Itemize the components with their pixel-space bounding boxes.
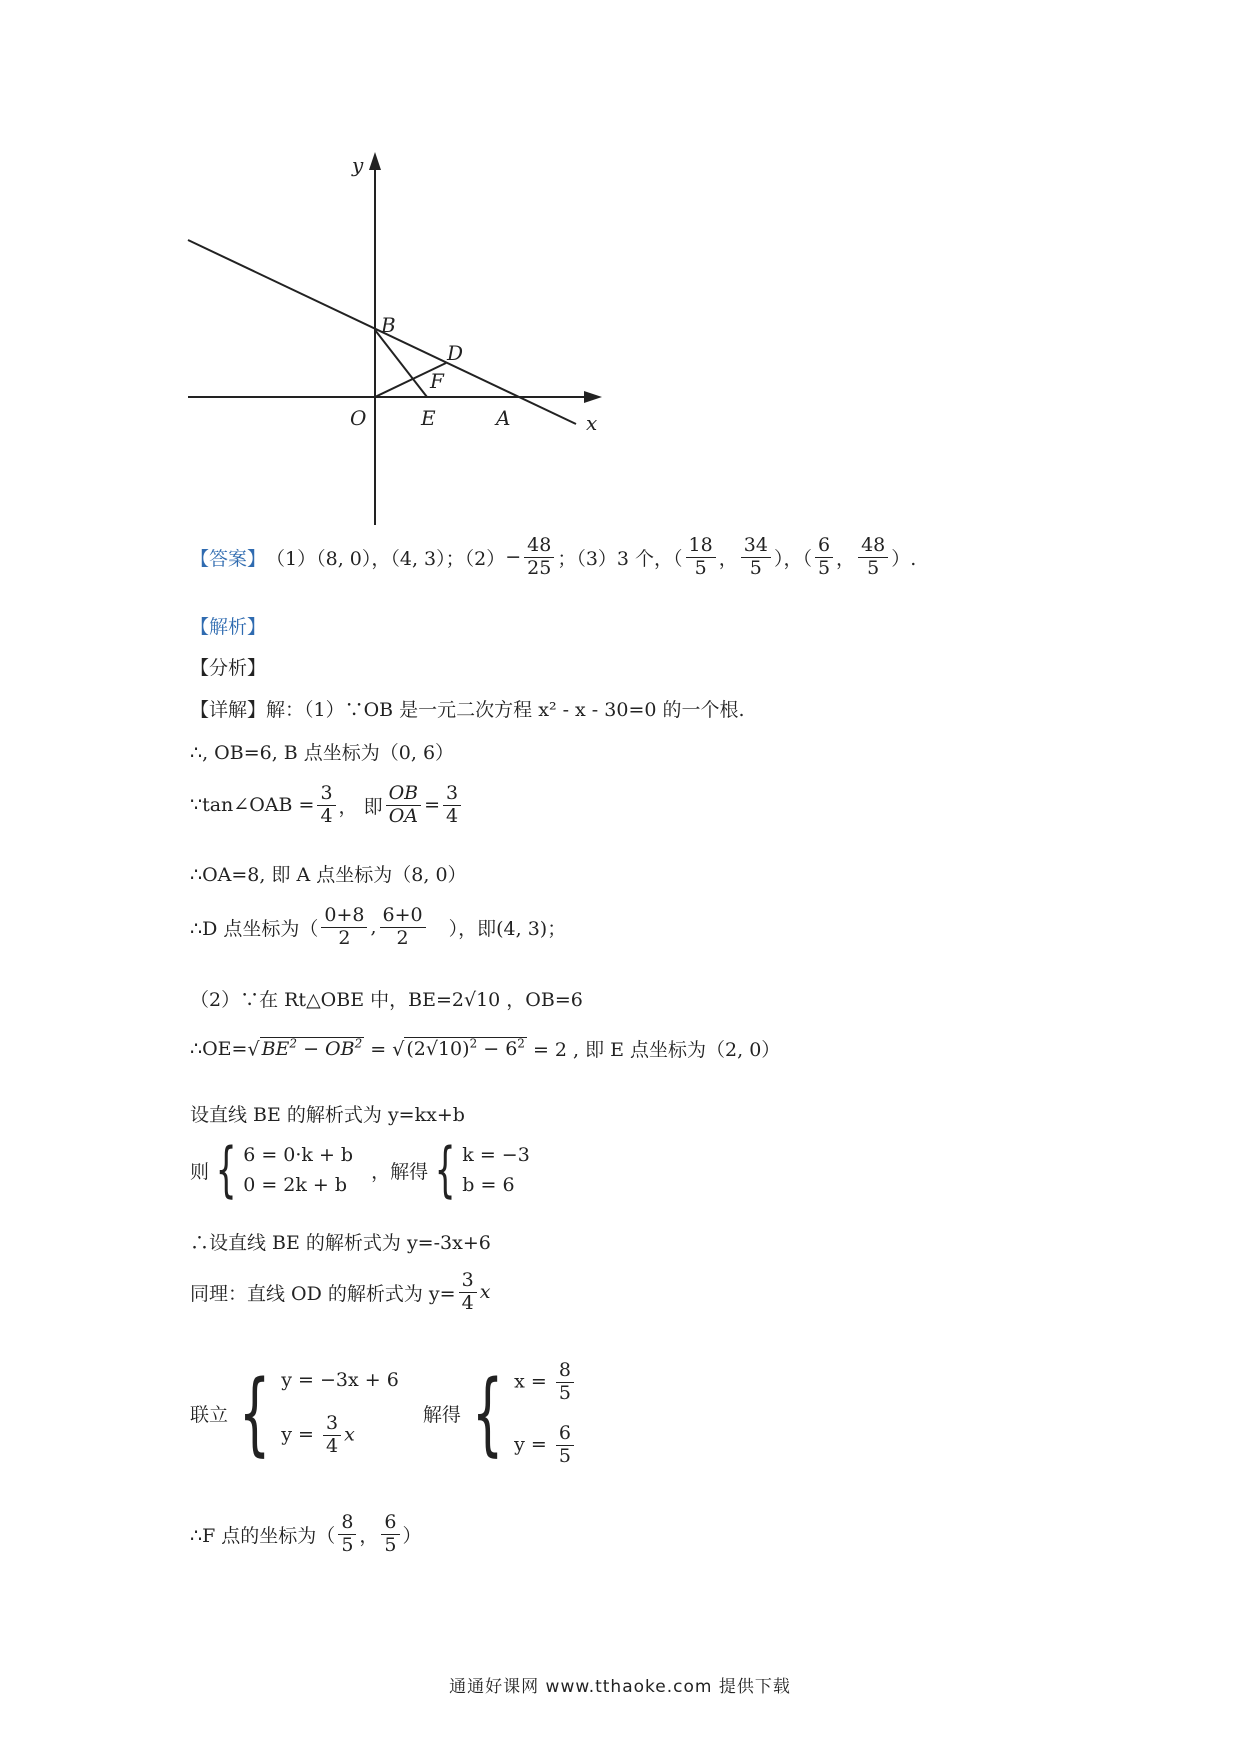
system-2-result: x = $\frac{8}{5}$ y = $\frac{6}{5}$ [514, 1360, 577, 1467]
label-b: B [381, 313, 396, 337]
frac-f-y: $\frac{6}{5}$ [381, 1512, 399, 1557]
solution-line-11: 同理：直线 OD 的解析式为 y= $\frac{3}{4}$ x [190, 1269, 491, 1314]
l11-pre: 同理：直线 OD 的解析式为 y= [190, 1282, 456, 1305]
minus-sign: − [505, 546, 522, 569]
answer-p2-y: $\frac{48}{5}$ [858, 535, 888, 580]
label-x: x [586, 411, 598, 435]
l9-pre: 则 [190, 1160, 210, 1183]
answer-part1: （1）（8, 0），（4, 3）；（2） [266, 547, 506, 570]
label-f: F [430, 369, 444, 393]
frac-d-x: $\frac{0+8}{2}$ [321, 905, 367, 950]
solution-line-1 [190, 695, 745, 722]
system-1: 6 = 0·k + b 0 = 2k + b [243, 1144, 354, 1196]
x-axis-arrow [584, 391, 602, 403]
label-d: D [447, 341, 464, 365]
detail-tag: 【详解】 [190, 699, 267, 721]
footer-text: 通通好课网 www.tthaoke.com 提供下载 [449, 1677, 791, 1697]
solution-l1-text: 解：（1）∵OB 是一元二次方程 x² - x - 30=0 的一个根. [266, 699, 745, 721]
label-o: O [350, 406, 367, 430]
frac-3-4b: $\frac{3}{4}$ [443, 783, 461, 828]
l5-pre: ∴D 点坐标为（ [190, 917, 319, 940]
coordinate-figure [180, 140, 640, 540]
solution-line-12: 联立 { y = −3x + 6 y = $\frac{3}{4}$ x 解得 { x = $\frac{8}{5}$ y = $\frac{6}{5}$ [190, 1360, 577, 1467]
solution-line-4: ∴OA=8, 即 A 点坐标为（8, 0） [190, 864, 467, 886]
frac-d-y: $\frac{6+0}{2}$ [380, 905, 426, 950]
l13-pre: ∴F 点的坐标为（ [190, 1524, 336, 1547]
solution-line-3: ∵tan∠OAB = $\frac{3}{4}$ ， 即 $\frac{OB}{OA}$ = $\frac{3}{4}$ [190, 783, 464, 828]
solution-line-8: 设直线 BE 的解析式为 y=kx+b [190, 1104, 465, 1126]
answer-frac-2: $\frac{48}{25}$ [524, 535, 554, 580]
answer-p2-x: $\frac{6}{5}$ [815, 535, 833, 580]
l7-post: = 2 , 即 E 点坐标为（2, 0） [532, 1039, 781, 1061]
label-e: E [421, 406, 436, 430]
frac-3-4c: $\frac{3}{4}$ [459, 1270, 477, 1315]
l9-mid: ，解得 [371, 1160, 429, 1183]
l13-post: ） [402, 1524, 422, 1547]
frac-3-4: $\frac{3}{4}$ [317, 783, 335, 828]
section-fenxi: 【分析】 [190, 657, 267, 679]
answer-p1-y: $\frac{34}{5}$ [741, 535, 771, 580]
l3-pre: ∵tan∠OAB = [190, 794, 315, 817]
answer-part3: ；（3）3 个，（ [557, 547, 683, 570]
l3-mid: ， 即 [338, 795, 383, 818]
solution-line-9: 则 { 6 = 0·k + b 0 = 2k + b ，解得 { k = −3 b = 6 [190, 1135, 530, 1205]
y-axis-arrow [369, 152, 381, 170]
solution-line-7 [190, 1035, 780, 1062]
l7-pre: ∴OE= [190, 1037, 248, 1060]
answer-tag: 【答案】 [190, 547, 267, 570]
l12-mid: 解得 [422, 1404, 461, 1427]
frac-ob-oa: $\frac{OB}{OA}$ [386, 783, 422, 828]
l12-pre: 联立 [190, 1404, 229, 1427]
frac-f-x: $\frac{8}{5}$ [338, 1512, 356, 1557]
solution-line-5: ∴D 点坐标为（ $\frac{0+8}{2}$ , $\frac{6+0}{2}$ ），即(4, 3)； [190, 904, 567, 949]
label-a: A [496, 406, 511, 430]
section-jiexi: 【解析】 [190, 616, 267, 638]
sqrt-expression: √ $BE^2 - OB^2$ = √ $(2√10)^2 - 6^2$ [247, 1036, 525, 1061]
l5-post: ），即(4, 3)； [448, 917, 567, 940]
label-y: y [352, 153, 364, 177]
solution-line-13: ∴F 点的坐标为（ $\frac{8}{5}$ ， $\frac{6}{5}$ ） [190, 1511, 422, 1556]
answer-line: 【答案】 （1）（8, 0），（4, 3）；（2） − $\frac{48}{25}$ ；（3）3 个，（ $\frac{18}{5}$ ， $\frac{34}{5}$ ），（ $\frac{6}{5}$ ， $\frac{48}{5}$ ）. [190, 534, 917, 579]
solution-line-10: ∴设直线 BE 的解析式为 y=-3x+6 [190, 1232, 491, 1254]
system-1-result: k = −3 b = 6 [462, 1144, 530, 1196]
system-2: y = −3x + 6 y = $\frac{3}{4}$ x [281, 1369, 399, 1458]
solution-line-2: ∴, OB=6, B 点坐标为（0, 6） [190, 742, 455, 764]
solution-line-6: （2）∵在 Rt△OBE 中，BE=2√10 ，OB=6 [190, 989, 583, 1011]
answer-p1-x: $\frac{18}{5}$ [686, 535, 716, 580]
